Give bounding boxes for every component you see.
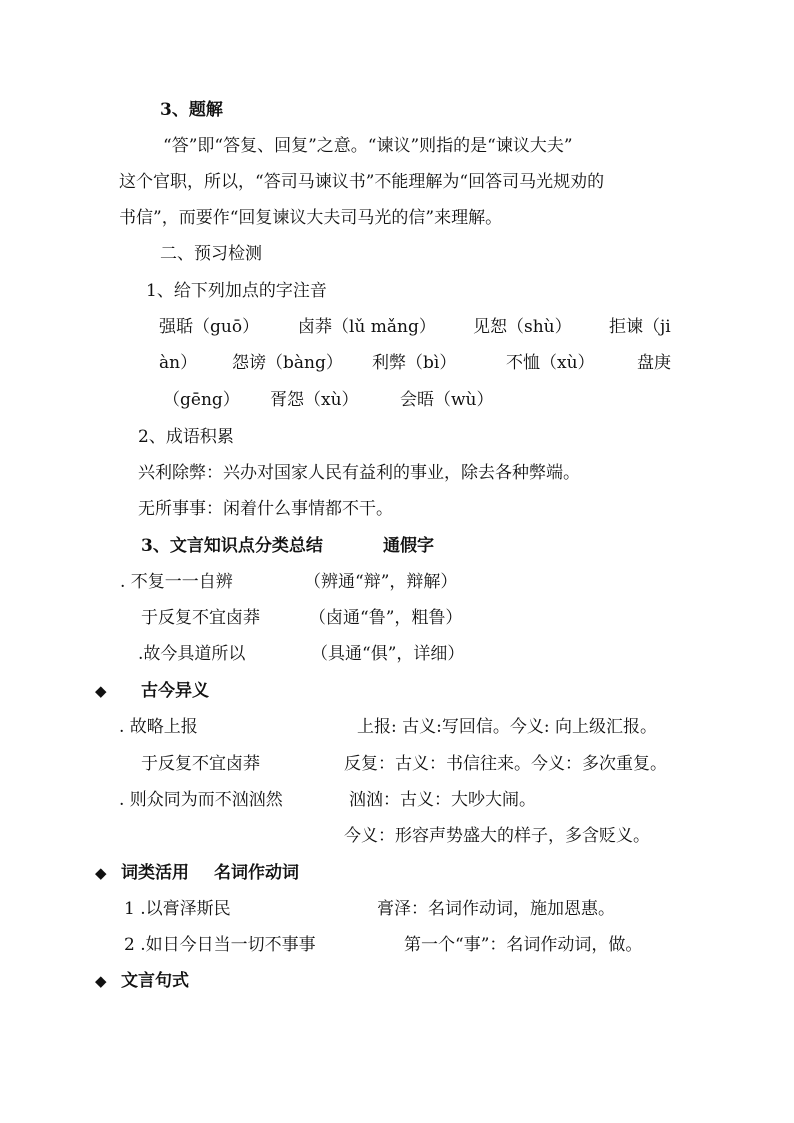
idiom-line: 无所事事：闲着什么事情都不干。 <box>138 499 393 519</box>
gujin-note: 反复：古义：书信往来。今义：多次重复。 <box>344 754 667 774</box>
cilei-heading: 词类活用 <box>121 863 189 883</box>
pinyin-item: 盘庚 <box>637 353 671 373</box>
gujin-note-extra: 今义：形容声势盛大的样子，多含贬义。 <box>344 826 650 846</box>
pinyin-item: 拒谏（ji <box>609 317 671 337</box>
pinyin-item: àn） <box>159 353 198 373</box>
gujin-heading: 古今异义 <box>141 681 209 701</box>
pinyin-item: 胥怨（xù） <box>270 390 359 410</box>
question-1-title: 1、给下列加点的字注音 <box>146 281 327 301</box>
section-preview-title: 二、预习检测 <box>160 244 262 264</box>
pinyin-item: 不恤（xù） <box>506 353 595 373</box>
idiom-line: 兴利除弊：兴办对国家人民有益利的事业，除去各种弊端。 <box>138 463 580 483</box>
tongjia-note: （具通“俱”，详细） <box>311 644 465 664</box>
pinyin-item: 见恕（shù） <box>473 317 572 337</box>
intro-line-3: 书信”，而要作“回复谏议大夫司马光的信”来理解。 <box>119 208 503 228</box>
gujin-sentence: 于反复不宜卤莽 <box>141 754 260 774</box>
tongjia-note: （辨通“辩”，辩解） <box>304 572 458 592</box>
tongjia-sentence: 于反复不宜卤莽 <box>141 608 260 628</box>
diamond-bullet-icon: ◆ <box>95 864 107 882</box>
tongjia-heading: 通假字 <box>383 536 434 556</box>
pinyin-item: 卤莽（lǔ mǎng） <box>298 317 436 337</box>
cilei-note: 膏泽：名词作动词，施加恩惠。 <box>377 899 615 919</box>
pinyin-item: 利弊（bì） <box>372 353 457 373</box>
tongjia-sentence: .故今具道所以 <box>138 644 246 664</box>
cilei-sentence: 2 .如日今日当一切不事事 <box>124 935 316 955</box>
wenyan-heading: 文言句式 <box>121 971 189 991</box>
tongjia-sentence: . 不复一一自辨 <box>120 572 233 592</box>
pinyin-item: （gēng） <box>163 390 240 410</box>
intro-line-2: 这个官职，所以，“答司马谏议书”不能理解为“回答司马光规劝的 <box>119 172 605 192</box>
section-3-title: 3、题解 <box>160 100 223 120</box>
cilei-subheading: 名词作动词 <box>214 863 299 883</box>
gujin-note: 汹汹：古义：大吵大闹。 <box>349 790 536 810</box>
question-2-title: 2、成语积累 <box>138 427 234 447</box>
gujin-sentence: . 则众同为而不汹汹然 <box>119 790 283 810</box>
diamond-bullet-icon: ◆ <box>95 972 107 990</box>
pinyin-item: 怨谤（bàng） <box>232 353 343 373</box>
gujin-note: 上报: 古义:写回信。今义: 向上级汇报。 <box>357 717 657 737</box>
cilei-sentence: 1 .以膏泽斯民 <box>124 899 231 919</box>
pinyin-item: 会晤（wù） <box>400 390 494 410</box>
pinyin-item: 强聒（guō） <box>159 317 260 337</box>
intro-line-1: “答”即“答复、回复”之意。“谏议”则指的是“谏议大夫” <box>163 136 573 156</box>
tongjia-note: （卤通“鲁”，粗鲁） <box>309 608 463 628</box>
diamond-bullet-icon: ◆ <box>95 682 107 700</box>
cilei-note: 第一个“事”：名词作动词，做。 <box>404 935 643 955</box>
question-3-title: 3、文言知识点分类总结 <box>141 536 323 556</box>
gujin-sentence: . 故略上报 <box>119 717 198 737</box>
